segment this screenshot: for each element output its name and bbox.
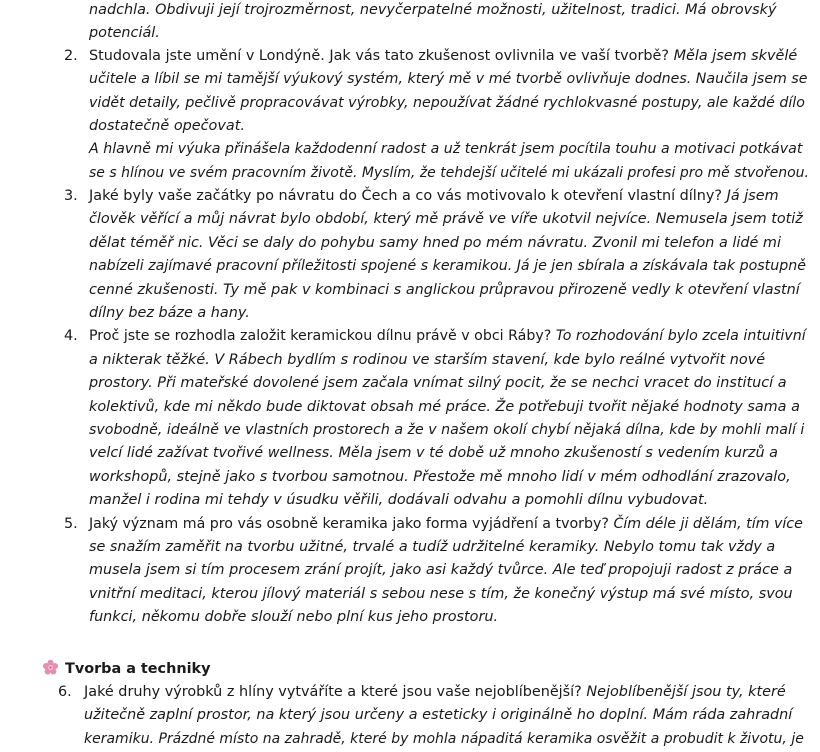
list-number: 5. <box>64 516 78 532</box>
answer-line: užitečně zaplní prostor, na který jsou určeny a esteticky i originálně ho doplní. Mám ráda zahradní <box>84 707 793 723</box>
answer-line: manžel i rodina mi tehdy v úsudku věřili, dodávali odvahu a pomohli dílnu vybudovat. <box>89 492 709 508</box>
answer-line: prostory. Při mateřské dovolené jsem začala vnímat silný pocit, že se nechci vracet do institucí a <box>89 375 787 391</box>
answer-text: Já jsem <box>726 188 779 204</box>
answer-line: keramiku. Prázdné místo na zahradě, které by mohla nápaditá keramika osvěžit a probudit k životu, je <box>84 731 804 747</box>
list-item-first-line <box>89 325 806 349</box>
section-title: Tvorba a techniky <box>65 661 211 677</box>
answer-line: kolektivů, kde mi někdo bude diktovat obsah mé práce. Že potřebuji tvořit nějaké hodnoty sama a <box>89 399 800 415</box>
list-number: 6. <box>58 684 72 700</box>
flower-icon <box>42 659 59 676</box>
answer-line: svobodně, ideálně ve vlastních prostorech a že v našem okolí chybí nějaká dílna, kde by mohli malí i <box>89 422 805 438</box>
answer-line: a nikterak těžké. V Rábech bydlím s rodinou ve starším stavení, kde bylo reálné vytvořit nové <box>89 352 766 368</box>
answer-line: dílny bez báze a hany. <box>89 305 250 321</box>
answer-line: dělat téměř nic. Věci se daly do pohybu samy hned po mém návratu. Zvonil mi telefon a lidé mi <box>89 235 781 251</box>
answer-line: učitele a líbil se mi tamější výukový systém, který mě v mé tvorbě ovlivňuje dodnes. Naučila jsem se <box>89 71 808 87</box>
answer-line: dostatečně opečovat. <box>89 118 245 134</box>
answer-line: musela jsem si tím procesem zrání projít, jako asi každý tvůrce. Ale teď propojuji radost z práce a <box>89 562 793 578</box>
answer-text: Měla jsem skvělé <box>673 48 798 64</box>
answer-text: Čím déle ji dělám, tím více <box>613 516 803 532</box>
answer-text: To rozhodování bylo zcela intuitivní <box>555 328 806 344</box>
question-text: Jaký význam má pro vás osobně keramika jako forma vyjádření a tvorby? <box>89 516 609 532</box>
intro-line: potenciál. <box>89 25 160 41</box>
answer-line: člověk věřící a můj návrat bylo období, který mě právě ve víře ukotvil nejvíce. Nemusela jsem totiž <box>89 211 803 227</box>
question-text: Jaké druhy výrobků z hlíny vytváříte a které jsou vaše nejoblíbenější? <box>84 684 582 700</box>
list-number: 2. <box>64 48 78 64</box>
answer-line: se s hlínou ve svém pracovním životě. Myslím, že tehdejší učitelé mi ukázali profesi pro mě stvořenou. <box>89 165 809 181</box>
answer-line: funkci, někomu dobře slouží nebo plní kus jeho prostoru. <box>89 609 499 625</box>
answer-line: se snažím zaměřit na tvorbu užitné, trvalé a tudíž udržitelné keramiky. Nebylo tomu tak vždy a <box>89 539 776 555</box>
answer-line: vnitřní meditaci, kterou jílový materiál s sebou nese s tím, že konečný výstup má své místo, svou <box>89 586 793 602</box>
question-text: Studovala jste umění v Londýně. Jak vás tato zkušenost ovlivnila ve vaší tvorbě? <box>89 48 669 64</box>
answer-line: cenné zkušenosti. Ty mě pak v kombinaci s anglickou průpravou přirozeně vedly k otevření vlastní <box>89 282 800 298</box>
answer-line: velcí lidé zažívat tvořivé wellness. Měla jsem v té době už mnoho zkušeností s vedením kurzů a <box>89 445 778 461</box>
question-text: Jaké byly vaše začátky po návratu do Čech a co vás motivovalo k otevření vlastní dílny? <box>89 188 723 204</box>
list-item-first-line <box>89 185 779 209</box>
list-item-first-line <box>84 681 786 705</box>
list-item-first-line <box>89 45 797 69</box>
section-heading <box>42 658 210 680</box>
intro-line: nadchla. Obdivuji její trojrozměrnost, nevyčerpatelné možnosti, užitelnost, tradici. Má obrovský <box>89 2 777 18</box>
answer-line: workshopů, stejně jako s tvorbou samotnou. Přestože mě mnoho lidí v mém odhodlání zrazovalo, <box>89 469 791 485</box>
list-number: 4. <box>64 328 78 344</box>
question-text: Proč jste se rozhodla založit keramickou dílnu právě v obci Ráby? <box>89 328 552 344</box>
answer-line: vidět detaily, pečlivě propracovávat výrobky, nepoužívat žádné rychlokvasné postupy, ale každé dílo <box>89 95 805 111</box>
list-item-first-line <box>89 513 803 537</box>
answer-line: A hlavně mi výuka přinášela každodenní radost a už tenkrát jsem pocítila touhu a motivaci potkávat <box>89 141 803 157</box>
answer-text: Nejoblíbenější jsou ty, které <box>586 684 786 700</box>
list-number: 3. <box>64 188 78 204</box>
answer-line: nabízeli zajímavé pracovní příležitosti spojené s keramikou. Já je jen sbírala a získávala tak postupně <box>89 258 806 274</box>
